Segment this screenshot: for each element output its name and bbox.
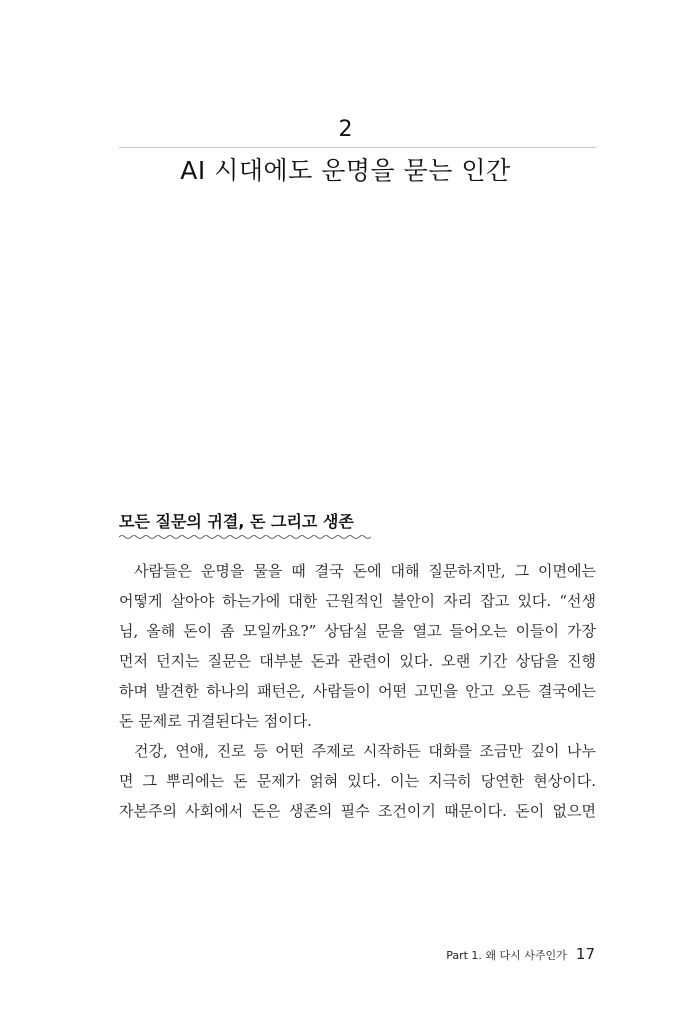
body-line: 건강, 연애, 진로 등 어떤 주제로 시작하든 대화를 조금만 깊이 나누 xyxy=(134,742,596,760)
body-line: 어떻게 살아야 하는가에 대한 근원적인 불안이 자리 잡고 있다. “선생 xyxy=(119,592,596,610)
chapter-title: AI 시대에도 운명을 묻는 인간 xyxy=(180,156,511,185)
chapter-number: 2 xyxy=(338,117,353,142)
wavy-underline xyxy=(119,534,371,540)
body-line: 사람들은 운명을 물을 때 결국 돈에 대해 질문하지만, 그 이면에는 xyxy=(134,562,596,580)
body-line: 돈 문제로 귀결된다는 점이다. xyxy=(119,712,312,730)
footer-part-label: Part 1. 왜 다시 사주인가 xyxy=(446,949,567,962)
body-line: 먼저 던지는 질문은 대부분 돈과 관련이 있다. 오랜 기간 상담을 진행 xyxy=(119,652,596,670)
body-line: 님, 올해 돈이 좀 모일까요?” 상담실 문을 열고 들어오는 이들이 가장 xyxy=(119,622,596,640)
chapter-divider xyxy=(119,147,596,148)
body-line: 면 그 뿌리에는 돈 문제가 얽혀 있다. 이는 지극히 당연한 현상이다. xyxy=(119,772,596,790)
body-text xyxy=(119,561,596,831)
body-line: 하며 발견한 하나의 패턴은, 사람들이 어떤 고민을 안고 오든 결국에는 xyxy=(119,682,596,700)
body-line: 자본주의 사회에서 돈은 생존의 필수 조건이기 때문이다. 돈이 없으면 xyxy=(119,802,596,820)
section-heading: 모든 질문의 귀결, 돈 그리고 생존 xyxy=(119,512,354,531)
page-footer xyxy=(446,944,595,963)
page-number: 17 xyxy=(575,945,595,963)
